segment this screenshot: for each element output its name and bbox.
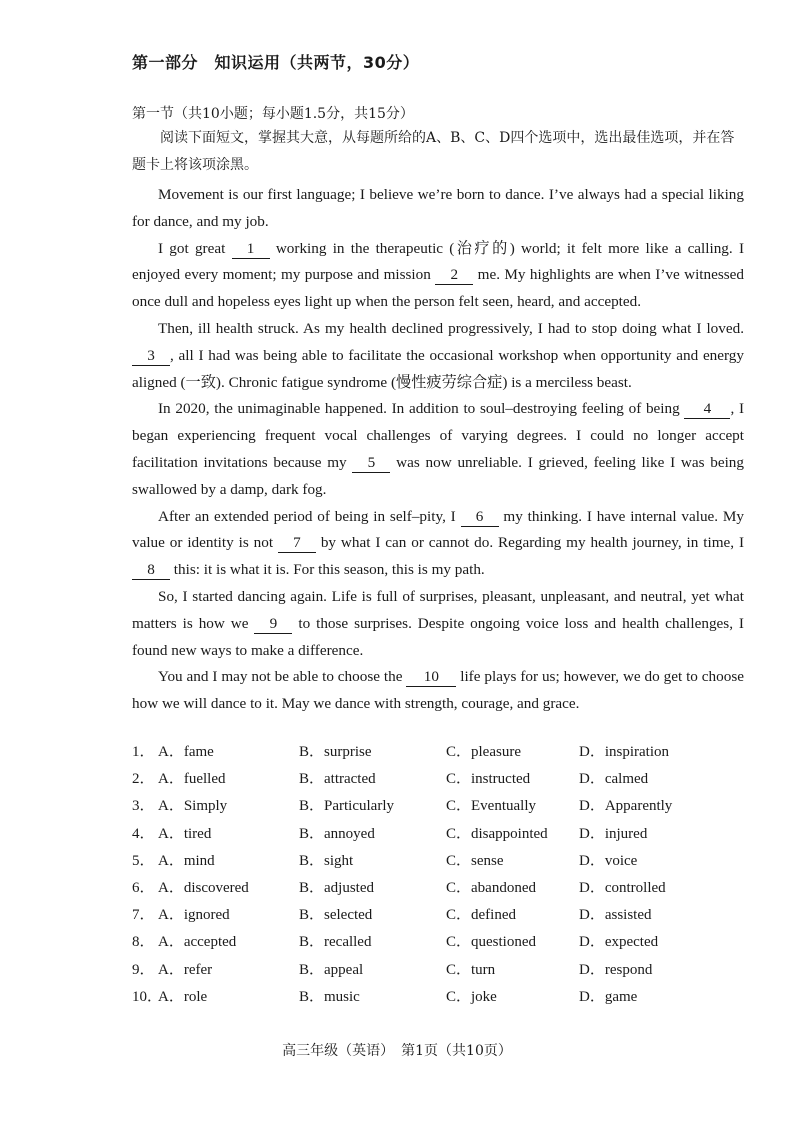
option-d[interactable]: D．Apparently bbox=[579, 798, 673, 815]
text-segment: You and I may not be able to choose the bbox=[158, 668, 407, 686]
blank-1: 1 bbox=[232, 240, 270, 259]
option-row-8 bbox=[132, 930, 752, 957]
option-d[interactable]: D．game bbox=[579, 988, 638, 1005]
instructions: 阅读下面短文，掌握其大意，从每题所给的A、B、C、D四个选项中，选出最佳选项，并在答题卡上将该项涂黑。 bbox=[132, 130, 735, 173]
blank-7: 7 bbox=[278, 534, 316, 553]
text-segment: my thinking. I have internal value. My value or identity is not bbox=[132, 507, 744, 552]
option-b[interactable]: B．selected bbox=[299, 907, 373, 924]
answer-options bbox=[132, 740, 752, 1012]
paragraph-6 bbox=[132, 584, 744, 664]
option-a[interactable]: A．discovered bbox=[158, 879, 249, 896]
question-number: 7． bbox=[132, 907, 155, 924]
option-d[interactable]: D．assisted bbox=[579, 907, 652, 924]
text-segment: to those surprises. Despite ongoing voice loss and health challenges, I found new ways to make a difference. bbox=[132, 614, 744, 659]
option-c[interactable]: C．defined bbox=[446, 907, 516, 924]
text-segment: was now unreliable. I grieved, feeling like I was being swallowed by a damp, dark fog. bbox=[132, 453, 744, 498]
option-a[interactable]: A．fame bbox=[158, 744, 214, 760]
option-row-3 bbox=[132, 794, 752, 821]
option-row-10 bbox=[132, 985, 752, 1012]
question-number: 1． bbox=[132, 744, 155, 760]
option-row-6 bbox=[132, 876, 752, 903]
section-title: 第一节（共10小题；每小题1.5分，共15分） bbox=[132, 106, 414, 122]
option-a[interactable]: A．role bbox=[158, 988, 208, 1005]
blank-3: 3 bbox=[132, 347, 170, 366]
option-row-9 bbox=[132, 958, 752, 985]
option-d[interactable]: D．controlled bbox=[579, 879, 666, 896]
option-c[interactable]: C．questioned bbox=[446, 934, 536, 951]
text-segment: Then, ill health struck. As my health declined progressively, I had to stop doing what I loved. bbox=[158, 319, 744, 337]
option-a[interactable]: A．mind bbox=[158, 852, 215, 869]
question-number: 6． bbox=[132, 879, 155, 896]
blank-6: 6 bbox=[461, 508, 499, 527]
option-a[interactable]: A．Simply bbox=[158, 798, 228, 815]
option-b[interactable]: B．annoyed bbox=[299, 825, 375, 842]
paragraph-2 bbox=[132, 236, 744, 316]
text-segment: life plays for us; however, we do get to choose how we will dance to it. May we dance with strength, courage, and grace. bbox=[132, 668, 744, 713]
paragraph-4 bbox=[132, 396, 744, 503]
option-c[interactable]: C．turn bbox=[446, 961, 496, 978]
blank-9: 9 bbox=[254, 615, 292, 634]
option-row-2 bbox=[132, 767, 752, 794]
text-segment: , I began experiencing frequent vocal challenges of varying degrees. I could no longer accept facilitation invitations because my bbox=[132, 400, 745, 471]
text-segment: So, I started dancing again. Life is full of surprises, pleasant, unpleasant, and neutral, yet what matters is how we bbox=[132, 587, 744, 632]
text-segment: In 2020, the unimaginable happened. In addition to soul–destroying feeling of being bbox=[158, 400, 685, 418]
paragraph-1: Movement is our first language; I believe we’re born to dance. I’ve always had a special liking for dance, and my job. bbox=[132, 186, 744, 230]
text-segment: working in the therapeutic (治疗的) world; it felt more like a calling. I enjoyed every moment; my purpose and mission bbox=[132, 239, 744, 284]
paragraph-3 bbox=[132, 316, 744, 396]
text-segment: me. My highlights are when I’ve witnessed once dull and hopeless eyes light up when the person felt seen, heard, and accepted. bbox=[132, 266, 744, 311]
option-row-4 bbox=[132, 822, 752, 849]
text-segment: After an extended period of being in self–pity, I bbox=[158, 507, 461, 525]
blank-10: 10 bbox=[406, 668, 456, 687]
blank-5: 5 bbox=[352, 454, 390, 473]
option-c[interactable]: C．pleasure bbox=[446, 744, 521, 760]
option-d[interactable]: D．injured bbox=[579, 825, 648, 842]
option-b[interactable]: B．attracted bbox=[299, 771, 376, 788]
part-title: 第一部分 知识运用（共两节，30分） bbox=[132, 53, 420, 72]
blank-8: 8 bbox=[132, 561, 170, 580]
text-segment: , all I had was being able to facilitate the occasional workshop when opportunity and energy aligned (一致). Chronic fatigue syndrome (慢性疲劳综合症) is a merciless beast. bbox=[132, 346, 744, 391]
option-c[interactable]: C．joke bbox=[446, 988, 497, 1005]
question-number: 10． bbox=[132, 988, 163, 1005]
option-c[interactable]: C．abandoned bbox=[446, 879, 536, 896]
question-number: 9． bbox=[132, 961, 155, 978]
page-footer: 高三年级（英语） 第1页（共10页） bbox=[282, 1043, 512, 1059]
blank-2: 2 bbox=[435, 266, 473, 285]
option-b[interactable]: B．surprise bbox=[299, 744, 372, 760]
text-segment: by what I can or cannot do. Regarding my health journey, in time, I bbox=[315, 534, 744, 552]
option-b[interactable]: B．adjusted bbox=[299, 879, 374, 896]
option-b[interactable]: B．sight bbox=[299, 852, 354, 869]
blank-4: 4 bbox=[684, 400, 730, 419]
option-d[interactable]: D．respond bbox=[579, 961, 653, 978]
option-d[interactable]: D．expected bbox=[579, 934, 659, 951]
question-number: 3． bbox=[132, 798, 155, 815]
cloze-passage bbox=[132, 182, 744, 718]
text-segment: I got great bbox=[158, 239, 232, 257]
paragraph-5 bbox=[132, 504, 744, 584]
option-a[interactable]: A．accepted bbox=[158, 934, 237, 951]
question-number: 2． bbox=[132, 771, 155, 788]
option-c[interactable]: C．disappointed bbox=[446, 825, 548, 842]
option-row-7 bbox=[132, 903, 752, 930]
option-b[interactable]: B．appeal bbox=[299, 961, 364, 978]
option-d[interactable]: D．calmed bbox=[579, 771, 649, 788]
option-c[interactable]: C．Eventually bbox=[446, 798, 536, 815]
option-a[interactable]: A．refer bbox=[158, 961, 213, 978]
option-c[interactable]: C．instructed bbox=[446, 771, 531, 788]
question-number: 8． bbox=[132, 934, 155, 951]
option-a[interactable]: A．tired bbox=[158, 825, 212, 842]
paragraph-7 bbox=[132, 664, 744, 718]
option-b[interactable]: B．music bbox=[299, 988, 360, 1005]
option-row-5 bbox=[132, 849, 752, 876]
option-a[interactable]: A．fuelled bbox=[158, 771, 226, 788]
question-number: 5． bbox=[132, 852, 155, 869]
option-d[interactable]: D．inspiration bbox=[579, 744, 669, 760]
option-b[interactable]: B．recalled bbox=[299, 934, 372, 951]
option-row-1 bbox=[132, 740, 752, 767]
text-segment: this: it is what it is. For this season, this is my path. bbox=[170, 561, 485, 579]
option-d[interactable]: D．voice bbox=[579, 852, 638, 869]
option-b[interactable]: B．Particularly bbox=[299, 798, 394, 815]
question-number: 4． bbox=[132, 825, 155, 842]
option-a[interactable]: A．ignored bbox=[158, 907, 230, 924]
option-c[interactable]: C．sense bbox=[446, 852, 504, 869]
